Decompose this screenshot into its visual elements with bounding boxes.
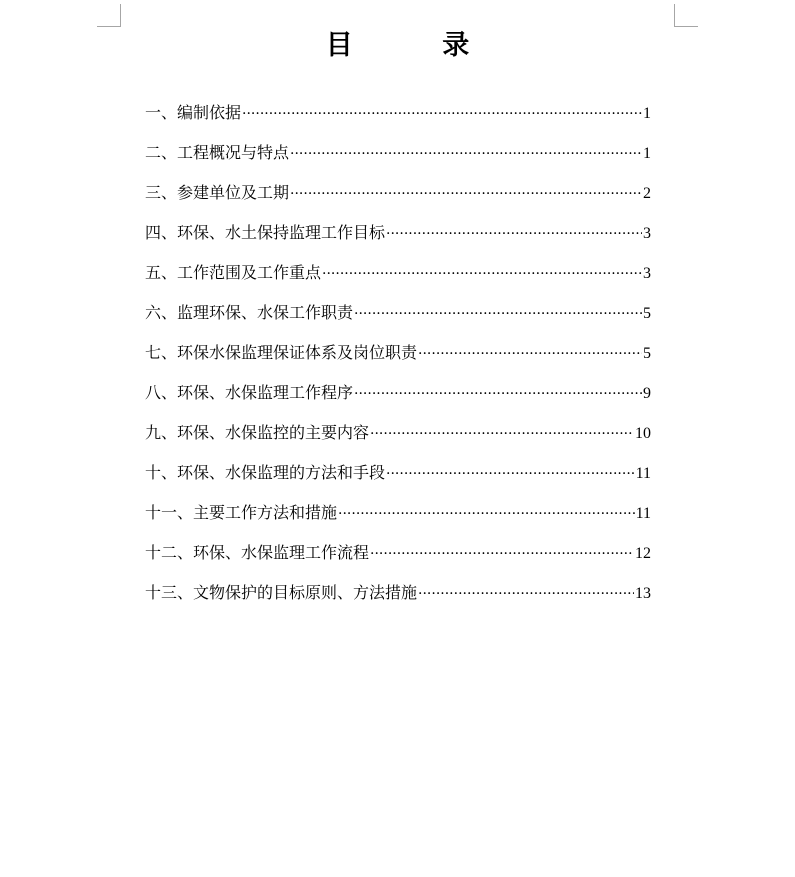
toc-entry <box>145 218 651 258</box>
toc-leader-dots <box>418 579 634 609</box>
toc-leader-dots <box>386 219 642 249</box>
toc-entry <box>145 298 651 338</box>
toc-entry-label: 七、环保水保监理保证体系及岗位职责 <box>145 343 418 362</box>
toc-entry <box>145 418 651 458</box>
toc-entry-label: 十三、文物保护的目标原则、方法措施 <box>145 583 418 602</box>
toc-entry <box>145 338 651 378</box>
page-title: 目 录 <box>325 30 510 61</box>
crop-mark-top-left <box>97 4 121 27</box>
toc-leader-dots <box>290 139 642 169</box>
toc-entry-page: 3 <box>643 265 651 282</box>
toc-entry-page: 5 <box>643 345 651 362</box>
toc-entry <box>145 258 651 298</box>
toc-leader-dots <box>370 539 634 569</box>
toc-leader-dots <box>290 179 642 209</box>
toc-entry-page: 11 <box>635 505 651 522</box>
toc-leader-dots <box>338 499 635 529</box>
toc-leader-dots <box>370 419 634 449</box>
toc-entry-page: 1 <box>643 105 651 122</box>
toc-entry-page: 12 <box>635 545 651 562</box>
toc-entry <box>145 498 651 538</box>
toc-entry-label: 六、监理环保、水保工作职责 <box>145 303 354 322</box>
toc-entry-label: 三、参建单位及工期 <box>145 183 290 202</box>
toc-leader-dots <box>418 339 642 369</box>
toc-entry-page: 2 <box>643 185 651 202</box>
toc-leader-dots <box>322 259 642 289</box>
table-of-contents <box>145 98 651 618</box>
toc-entry-page: 9 <box>643 385 651 402</box>
toc-leader-dots <box>242 99 642 129</box>
toc-leader-dots <box>386 459 635 489</box>
toc-entry-label: 十一、主要工作方法和措施 <box>145 503 338 522</box>
toc-entry-label: 八、环保、水保监理工作程序 <box>145 383 354 402</box>
toc-entry <box>145 458 651 498</box>
toc-entry-label: 四、环保、水土保持监理工作目标 <box>145 223 386 242</box>
toc-entry-page: 1 <box>643 145 651 162</box>
toc-entry-label: 十、环保、水保监理的方法和手段 <box>145 463 386 482</box>
toc-entry-page: 13 <box>635 585 651 602</box>
toc-entry-label: 五、工作范围及工作重点 <box>145 263 322 282</box>
toc-entry-label: 九、环保、水保监控的主要内容 <box>145 423 370 442</box>
toc-entry-page: 10 <box>635 425 651 442</box>
toc-entry <box>145 138 651 178</box>
toc-leader-dots <box>354 299 642 329</box>
crop-mark-top-right <box>674 4 698 27</box>
toc-leader-dots <box>354 379 642 409</box>
toc-entry-page: 3 <box>643 225 651 242</box>
toc-entry-label: 一、编制依据 <box>145 103 242 122</box>
toc-entry <box>145 578 651 618</box>
toc-entry-label: 二、工程概况与特点 <box>145 143 290 162</box>
toc-entry-label: 十二、环保、水保监理工作流程 <box>145 543 370 562</box>
toc-entry <box>145 538 651 578</box>
toc-entry-page: 11 <box>635 465 651 482</box>
toc-entry <box>145 378 651 418</box>
toc-entry <box>145 178 651 218</box>
toc-entry <box>145 98 651 138</box>
toc-entry-page: 5 <box>643 305 651 322</box>
